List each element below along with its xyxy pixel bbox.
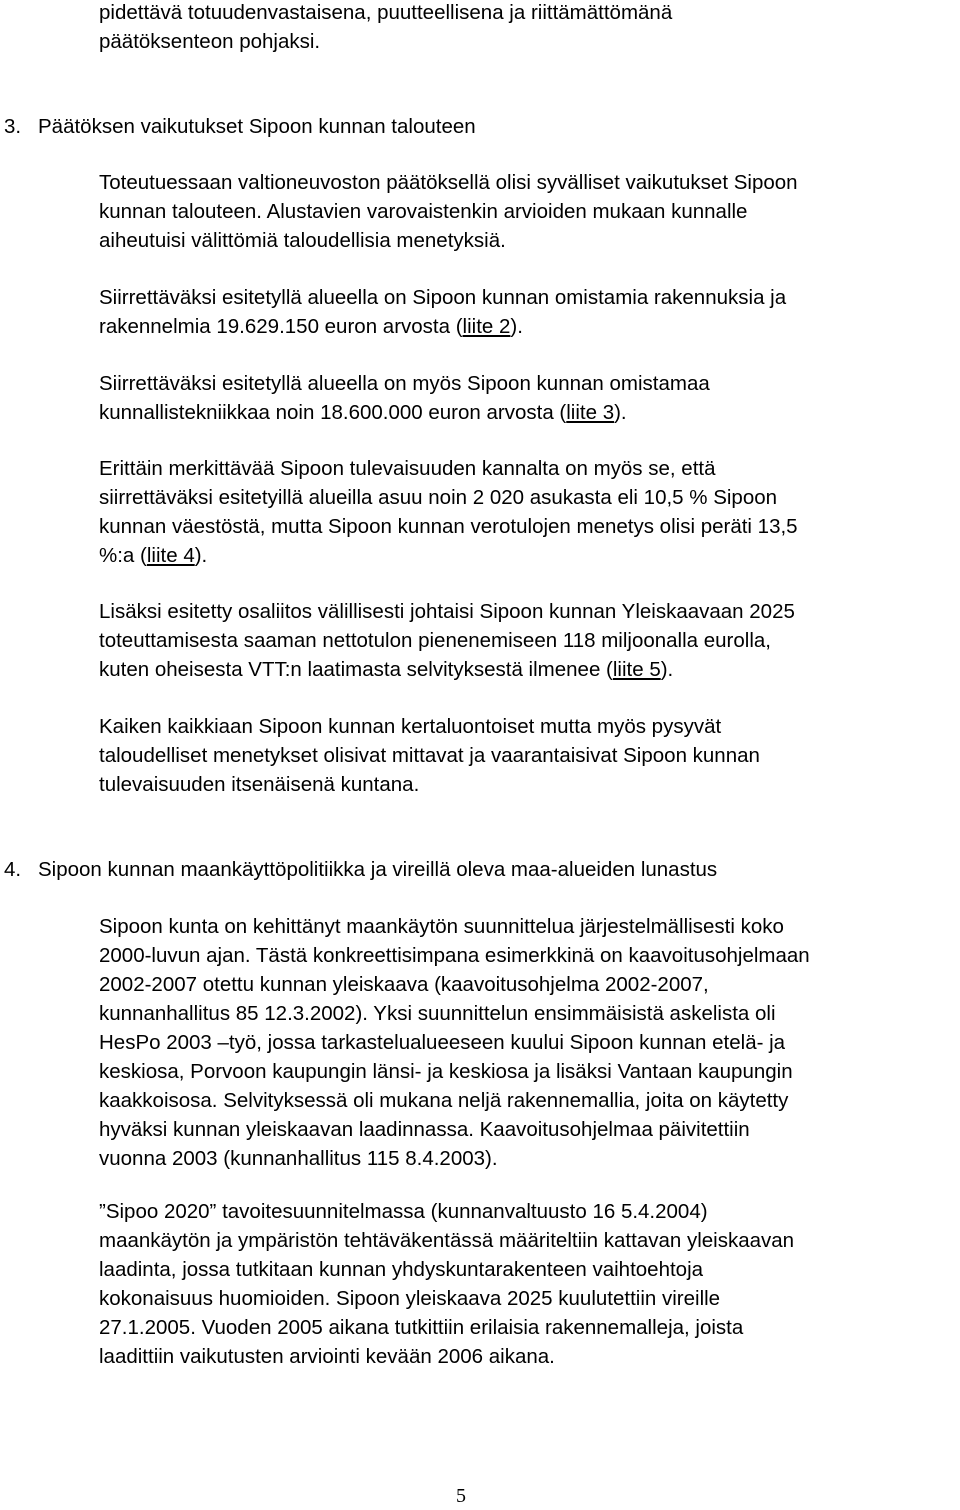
section-3-paragraph-5: [99, 597, 959, 684]
intro-paragraph: [99, 0, 959, 56]
paragraph-line: laadinta, jossa tutkitaan kunnan yhdyskuntarakenteen vaihtoehtoja: [99, 1258, 704, 1281]
paragraph-line: kaakkoisosa. Selvityksessä oli mukana neljä rakennemallia, joita on käytetty: [99, 1089, 789, 1112]
paragraph-line: toteuttamisesta saaman nettotulon pienenemiseen 118 miljoonalla eurolla,: [99, 629, 771, 652]
section-number: 3.: [4, 115, 22, 138]
paragraph-line: taloudelliset menetykset olisivat mittavat ja vaarantaisivat Sipoon kunnan: [99, 744, 760, 767]
paragraph-line: Lisäksi esitetty osaliitos välillisesti johtaisi Sipoon kunnan Yleiskaavaan 2025: [99, 600, 795, 623]
page-number: 5: [456, 1485, 466, 1507]
text-run: kunnallistekniikkaa noin 18.600.000 euron arvosta (: [99, 401, 567, 424]
paragraph-line: tulevaisuuden itsenäisenä kuntana.: [99, 773, 420, 796]
text-run: kuten oheisesta VTT:n laatimasta selvityksestä ilmenee (: [99, 658, 613, 681]
text-run: ).: [614, 401, 627, 424]
paragraph-line: Sipoon kunta on kehittänyt maankäytön suunnittelua järjestelmällisesti koko: [99, 915, 784, 938]
paragraph-line: Siirrettäväksi esitetyllä alueella on myös Sipoon kunnan omistamaa: [99, 372, 710, 395]
attachment-link-liite-2[interactable]: liite 2: [462, 315, 511, 338]
section-number: 4.: [4, 858, 22, 881]
paragraph-line: kokonaisuus huomioiden. Sipoon yleiskaava 2025 kuulutettiin vireille: [99, 1287, 721, 1310]
paragraph-line: Siirrettäväksi esitetyllä alueella on Sipoon kunnan omistamia rakennuksia ja: [99, 286, 787, 309]
paragraph-line: [99, 398, 959, 427]
paragraph-line: Erittäin merkittävää Sipoon tulevaisuuden kannalta on myös se, että: [99, 457, 716, 480]
attachment-link-liite-4[interactable]: liite 4: [146, 544, 195, 567]
paragraph-line: [99, 541, 959, 570]
paragraph-line: [99, 312, 959, 341]
paragraph-line: aiheutuisi välittömiä taloudellisia menetyksiä.: [99, 229, 506, 252]
paragraph-line: pidettävä totuudenvastaisena, puutteellisena ja riittämättömänä: [99, 1, 673, 24]
paragraph-line: kunnan talouteen. Alustavien varovaistenkin arvioiden mukaan kunnalle: [99, 200, 748, 223]
section-4-paragraph-1: [99, 912, 959, 1173]
paragraph-line: 2002-2007 otettu kunnan yleiskaava (kaavoitusohjelma 2002-2007,: [99, 973, 709, 996]
paragraph-line: laadittiin vaikutusten arviointi kevään 2006 aikana.: [99, 1345, 555, 1368]
paragraph-line: HesPo 2003 –työ, jossa tarkastelualueeseen kuului Sipoon kunnan etelä- ja: [99, 1031, 786, 1054]
section-3-paragraph-1: [99, 168, 959, 255]
text-run: rakennelmia 19.629.150 euron arvosta (: [99, 315, 463, 338]
attachment-link-liite-3[interactable]: liite 3: [566, 401, 615, 424]
paragraph-line: maankäytön ja ympäristön tehtäväkentässä määriteltiin kattavan yleiskaavan: [99, 1229, 795, 1252]
paragraph-line: vuonna 2003 (kunnanhallitus 115 8.4.2003).: [99, 1147, 498, 1170]
text-run: ).: [194, 544, 208, 567]
section-3-paragraph-2: [99, 283, 959, 341]
section-3-paragraph-4: [99, 454, 959, 570]
paragraph-line: 2000-luvun ajan. Tästä konkreettisimpana esimerkkinä on kaavoitusohjelmaan: [99, 944, 810, 967]
text-run: ).: [510, 315, 523, 338]
section-title: Sipoon kunnan maankäyttöpolitiikka ja vireillä oleva maa-alueiden lunastus: [38, 858, 718, 881]
attachment-link-liite-5[interactable]: liite 5: [612, 658, 661, 681]
paragraph-line: [99, 655, 959, 684]
section-3-paragraph-6: [99, 712, 959, 799]
paragraph-line: Toteutuessaan valtioneuvoston päätöksellä olisi syvälliset vaikutukset Sipoon: [99, 171, 798, 194]
paragraph-line: päätöksenteon pohjaksi.: [99, 30, 321, 53]
section-title: Päätöksen vaikutukset Sipoon kunnan talouteen: [38, 115, 476, 138]
paragraph-line: kunnanhallitus 85 12.3.2002). Yksi suunnittelun ensimmäisistä askelista oli: [99, 1002, 776, 1025]
paragraph-line: Kaiken kaikkiaan Sipoon kunnan kertaluontoiset mutta myös pysyvät: [99, 715, 722, 738]
text-run: %:a (: [99, 544, 147, 567]
section-3-paragraph-3: [99, 369, 959, 427]
paragraph-line: siirrettäväksi esitetyillä alueilla asuu noin 2 020 asukasta eli 10,5 % Sipoon: [99, 486, 778, 509]
paragraph-line: hyväksi kunnan yleiskaavan laadinnassa. Kaavoitusohjelmaa päivitettiin: [99, 1118, 750, 1141]
paragraph-line: ”Sipoo 2020” tavoitesuunnitelmassa (kunnanvaltuusto 16 5.4.2004): [99, 1200, 708, 1223]
section-4-paragraph-2: [99, 1197, 959, 1371]
paragraph-line: kunnan väestöstä, mutta Sipoon kunnan verotulojen menetys olisi peräti 13,5: [99, 515, 798, 538]
paragraph-line: keskiosa, Porvoon kaupungin länsi- ja keskiosa ja lisäksi Vantaan kaupungin: [99, 1060, 793, 1083]
text-run: ).: [660, 658, 674, 681]
paragraph-line: 27.1.2005. Vuoden 2005 aikana tutkittiin erilaisia rakennemalleja, joista: [99, 1316, 744, 1339]
